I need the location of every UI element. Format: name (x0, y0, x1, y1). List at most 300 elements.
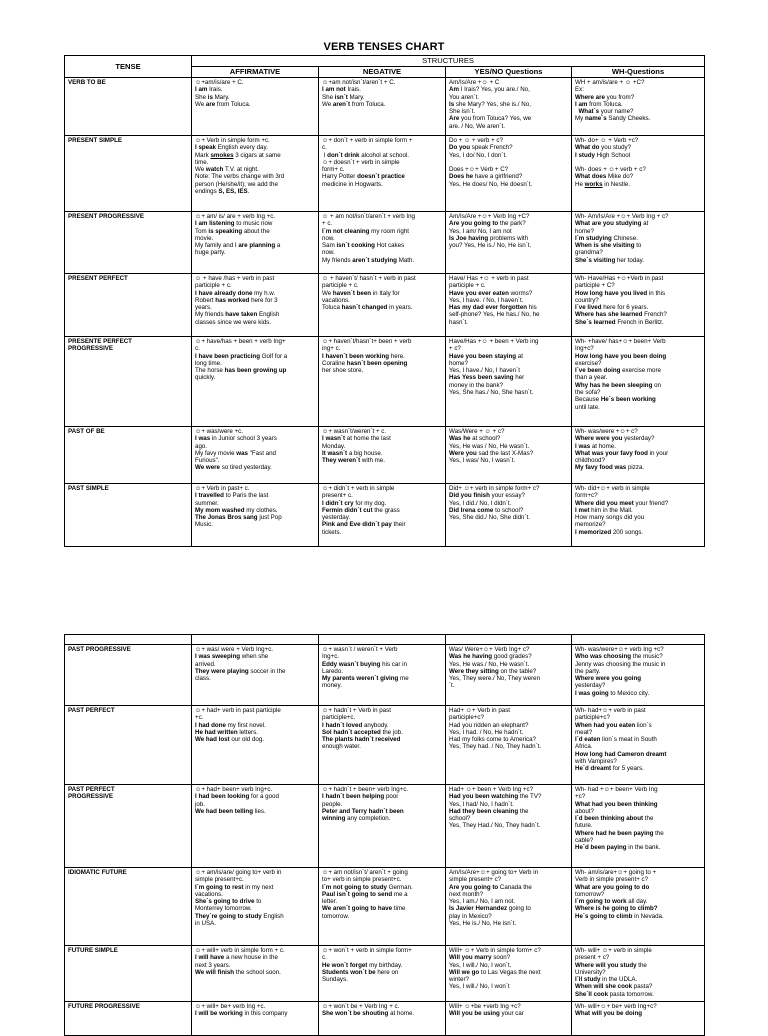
example-line: Where were you yesterday? (575, 435, 655, 443)
example-line: Ing+c. (322, 653, 340, 661)
example-line: letter. (322, 898, 338, 906)
example-line: I am Irais. (195, 86, 223, 94)
example-line: arrived. (195, 660, 216, 668)
tense-row-idiomatic-future (65, 868, 705, 946)
example-line: She isn´t. (449, 108, 476, 116)
example-line: ☺+ Verb in past+ c. (195, 485, 250, 492)
example-line: ☺+ am not/isn´t/ aren´t + going (322, 869, 408, 876)
example-line: Yes, He was./ No, He wasn´t. (449, 660, 530, 668)
example-line: When had you eaten lion´s (575, 721, 652, 729)
yes-no-cell (446, 1002, 572, 1036)
example-line: We had lost our old dog. (195, 736, 265, 744)
example-line: medicine in Hogwarts. (322, 180, 383, 188)
example-line: I´d been thinking about the (575, 815, 654, 823)
example-line: Yes, She has./ No, She hasn´t. (449, 389, 534, 397)
affirmative-cell (192, 785, 319, 868)
example-line: Monterrey tomorrow. (195, 905, 252, 913)
example-line: What´s your name? (578, 108, 634, 116)
affirmative-header: AFFIRMATIVE (192, 67, 319, 78)
example-line: Wh- did+☺+ verb in simple (575, 485, 650, 492)
example-line: Was he having good grades? (449, 653, 532, 661)
example-line: now. (322, 234, 335, 242)
example-line: winning any completion. (322, 815, 391, 823)
example-line: She´s going to drive to (195, 898, 262, 906)
example-line: I hadn´t been helping poor (322, 793, 399, 801)
example-line: When will she cook pasta? (575, 983, 653, 991)
example-line: Have you been staying at (449, 352, 523, 360)
example-line: now. (322, 249, 335, 257)
yes-no-cell (446, 946, 572, 1002)
example-line: Mark smokes 3 cigars at same (195, 151, 281, 159)
tense-name: PAST PERFECT PROGRESSIVE (65, 785, 192, 868)
example-line: class. (195, 675, 211, 683)
yes-no-cell (446, 785, 572, 868)
example-line: years. (195, 304, 212, 312)
example-line: childhood? (575, 457, 605, 465)
example-line: participle + c. (322, 282, 359, 290)
example-line: classes since we were kids. (195, 318, 271, 326)
wh-cell (572, 274, 705, 337)
affirmative-cell (192, 645, 319, 706)
example-line: money in the bank? (449, 381, 504, 389)
example-line: The horse has been growing up (195, 367, 287, 375)
example-line: Am/Is/Are +☺+ Verb Ing +C? (449, 213, 530, 220)
example-line: I am not Irais. (322, 86, 361, 94)
example-line: ☺+ doesn´t + verb in simple (322, 158, 400, 166)
example-line: I am from Toluca. (575, 100, 623, 108)
negative-cell (319, 78, 446, 136)
example-line: participle + c. (195, 282, 232, 290)
example-line: Fermin didn´t cut the grass (322, 506, 400, 514)
example-line: I memorized 200 songs. (575, 528, 644, 536)
example-line: I don´t drink alcohol at school. (322, 151, 410, 159)
example-line: We watch T.V. at night. (195, 166, 259, 174)
negative-cell (319, 785, 446, 868)
example-line: Wh- was/were+☺+ verb Ing +c? (575, 646, 664, 653)
affirmative-cell (192, 78, 319, 136)
example-line: I have already done my h.w. (195, 289, 276, 297)
example-line: Does +☺+ Verb + C? (449, 166, 509, 174)
tense-name: FUTURE SIMPLE (65, 946, 192, 1002)
example-line: I study High School (575, 151, 631, 159)
example-line: meat? (575, 728, 593, 736)
example-line: c. (322, 144, 327, 152)
example-line: Do you speak French? (449, 144, 513, 152)
example-line: The Jonas Bros sang just Pop (195, 514, 282, 522)
example-line: Am I Irais? Yes, you are./ No, (449, 86, 530, 94)
example-line: She won´t be shouting at home. (322, 1010, 415, 1018)
example-line: I´ve lived here for 6 years. (575, 304, 649, 312)
tense-row-future-progressive (65, 1002, 705, 1036)
example-line: Had you been watching the TV? (449, 793, 542, 801)
tense-row-presente-perfect-progressive (65, 337, 705, 427)
affirmative-cell (192, 274, 319, 337)
yes-no-cell (446, 427, 572, 484)
yes-no-cell (446, 645, 572, 706)
example-line: Was/ Were+☺+ Verb Ing+ c? (449, 646, 530, 653)
tense-row-present-simple (65, 136, 705, 212)
example-line: I will be working in this company (195, 1010, 288, 1018)
example-line: Has my dad ever forgotten his (449, 304, 537, 312)
wh-cell (572, 337, 705, 427)
example-line: They were playing soccer in the (195, 667, 286, 675)
example-line: Have you ever eaten worms? (449, 289, 533, 297)
example-line: Tom is speaking about the (195, 227, 270, 235)
example-line: ☺+ had+ verb in past participle (195, 707, 281, 714)
example-line: I´d eaten lion´s meat in South (575, 736, 657, 744)
example-line: You aren´t. (449, 93, 480, 101)
example-line: Wh- Am/Is/Are +☺+ Verb Ing + c? (575, 213, 669, 220)
example-line: I am listening to music now (195, 220, 273, 228)
negative-header: NEGATIVE (319, 67, 446, 78)
example-line: I was in Junior school 3 years (195, 435, 277, 443)
example-line: self-phone? Yes, He has./ No, he (449, 311, 540, 319)
yes-no-cell (446, 212, 572, 274)
wh-cell (572, 706, 705, 785)
wh-cell (572, 78, 705, 136)
tense-name: PRESENTE PERFECT PROGRESSIVE (65, 337, 192, 427)
negative-cell (319, 645, 446, 706)
tense-name: PRESENT PERFECT (65, 274, 192, 337)
example-line: Monday. (322, 442, 346, 450)
example-line: country? (575, 296, 599, 304)
example-line: I had done my first novel. (195, 721, 266, 729)
example-line: Where is he going to climb? (575, 905, 658, 913)
negative-cell (319, 946, 446, 1002)
example-line: How long have you been doing (575, 352, 667, 360)
example-line: Yes, I am/ No, I am not (449, 227, 512, 235)
example-line: about? (575, 807, 594, 815)
affirmative-cell (192, 427, 319, 484)
example-line: Ex: (575, 86, 584, 94)
example-line: ☺+ wasn´t / weren´t + Verb (322, 646, 398, 653)
yes-no-cell (446, 78, 572, 136)
example-line: Will you be using your car (449, 1010, 524, 1018)
example-line: Paul isn´t going to send me a (322, 890, 408, 898)
example-line: participle + c. (449, 282, 486, 290)
example-line: What had you been thinking (575, 800, 658, 808)
negative-cell (319, 1002, 446, 1036)
example-line: University? (575, 968, 606, 976)
example-line: ☺+ wasn´t/weren´t + c. (322, 428, 387, 435)
example-line: Yes, He is./ No, He isn´t. (449, 920, 517, 928)
example-line (449, 159, 568, 166)
example-line: Will+ ☺+be +verb Ing +c? (449, 1003, 521, 1010)
example-line: Wh- had +☺+ been+ Verb Ing (575, 786, 658, 793)
example-line: winter? (449, 976, 469, 984)
example-line: enough water. (322, 743, 361, 751)
yes-no-cell (446, 868, 572, 946)
example-line: Have/ Has +☺ + verb in past (449, 275, 529, 282)
wh-cell (572, 1002, 705, 1036)
table-top-spacer-row (65, 635, 705, 645)
example-line: in USA. (195, 920, 216, 928)
affirmative-cell (192, 136, 319, 212)
example-line: Yes, He does/ No, He doesn´t. (449, 180, 533, 188)
affirmative-cell (192, 868, 319, 946)
negative-cell (319, 868, 446, 946)
example-line: Sol hadn´t accepted the job. (322, 728, 403, 736)
wh-cell (572, 645, 705, 706)
example-line: with Vampires? (575, 758, 617, 766)
example-line: I had been looking for a good (195, 793, 279, 801)
example-line: Sam isn´t cooking Hot cakes (322, 242, 405, 250)
example-line: I will have a new house in the (195, 954, 278, 962)
example-line: We aren´t going to have time (322, 905, 406, 913)
example-line: ☺+ won´t + verb in simple form+ (322, 947, 412, 954)
example-line: tomorrow? (575, 890, 605, 898)
example-line: Peter and Terry hadn´t been (322, 807, 404, 815)
example-line: They weren´t with me. (322, 457, 385, 465)
example-line: We are from Toluca. (195, 100, 251, 108)
example-line: Eddy wasn´t buying his car in (322, 660, 407, 668)
example-line: Yes, I had. / No, He hadn´t. (449, 728, 524, 736)
example-line: Toluca hasn´t changed in years. (322, 304, 413, 312)
example-line: Wh- +have/ has+☺+ been+ Verb (575, 338, 666, 345)
example-line: time. (195, 158, 209, 166)
example-line: Wh- am/is/are+☺+ going to + (575, 869, 657, 876)
example-line: I speak English every day. (195, 144, 268, 152)
example-line: Where did you meet your friend? (575, 499, 669, 507)
example-line: job. (195, 800, 205, 808)
example-line: I´m going to work all day. (575, 898, 648, 906)
example-line: Because He´s been working (575, 396, 656, 404)
example-line: next month? (449, 890, 484, 898)
example-line: ☺ + haven´t/ hasn´t + verb in past (322, 275, 416, 282)
example-line: Where had he been paying the (575, 829, 664, 837)
example-line: form+c? (575, 492, 598, 500)
example-line: ☺+ will+ be+ verb Ing +c. (195, 1003, 266, 1010)
tense-row-past-perfect-progressive (65, 785, 705, 868)
example-line: person (He/she/it); we add the (195, 180, 278, 188)
example-line: ☺+ haven´t/hasn´t+ been + verb (322, 338, 412, 345)
wh-cell (572, 946, 705, 1002)
example-line: Will+ ☺+ Verb in simple form+ c? (449, 947, 541, 954)
example-line: Have/Has +☺ + been + Verb ing (449, 338, 539, 345)
example-line: memorize? (575, 521, 606, 529)
page-title: VERB TENSES CHART (323, 41, 445, 53)
example-line: c. (322, 954, 327, 962)
negative-cell (319, 136, 446, 212)
tense-row-future-simple (65, 946, 705, 1002)
example-line: Wh- will+ ☺+ verb in simple (575, 947, 652, 954)
example-line: Wh- do+ ☺ + Verb +c? (575, 137, 639, 144)
example-line: money. (322, 682, 342, 690)
example-line: I´m not going to study German. (322, 883, 413, 891)
example-line: simple present+ c? (449, 876, 502, 884)
example-line: Am/Is/Are+☺+ going to+ Verb in (449, 869, 539, 876)
structures-header: STRUCTURES (192, 56, 705, 67)
example-line: participle+c? (449, 714, 484, 722)
example-line: Yes, They were./ No, They weren (449, 675, 541, 683)
tense-name: PAST OF BE (65, 427, 192, 484)
tense-name: FUTURE PROGRESSIVE (65, 1002, 192, 1036)
example-line: I haven´t been working here. (322, 352, 405, 360)
example-line: + c? (449, 345, 461, 353)
tense-name: PRESENT PROGRESSIVE (65, 212, 192, 274)
example-line: Does he have a girlfriend? (449, 173, 523, 181)
example-line: I wasn´t at home the last (322, 435, 391, 443)
example-line: Coraline hasn´t been opening (322, 359, 408, 367)
example-line: than a year. (575, 374, 608, 382)
example-line: Were you sad the last X-Mas? (449, 449, 534, 457)
example-line: Africa. (575, 743, 593, 751)
example-line: Was he at school? (449, 435, 501, 443)
example-line: Yes, He was / No, He wasn´t. (449, 442, 530, 450)
example-line: Is Javier Hernandez going to (449, 905, 531, 913)
example-line: movie. (195, 234, 214, 242)
example-line: Where were you going (575, 675, 642, 683)
example-line: endings S, ES, IES. (195, 188, 250, 196)
example-line: We were so tired yesterday. (195, 464, 272, 472)
example-line: the party. (575, 667, 601, 675)
example-line: Is Joe having problems with (449, 234, 529, 242)
negative-cell (319, 212, 446, 274)
example-line: Are you from Toluca? Yes, we (449, 115, 532, 123)
example-line: Yes, I will./ No, I won´t (449, 983, 510, 991)
example-line: Why has he been sleeping on (575, 381, 661, 389)
example-line: When is she visiting to (575, 242, 642, 250)
example-line: exercise? (575, 359, 602, 367)
wh-cell (572, 484, 705, 547)
example-line: Jenny was choosing the music in (575, 660, 666, 668)
tense-row-past-perfect (65, 706, 705, 785)
example-line: ☺+ will+ verb in simple form + c. (195, 947, 285, 954)
example-line: We will finish the school soon. (195, 968, 281, 976)
example-line: ☺ + am not/isn´t/aren´t + verb Ing (322, 213, 415, 220)
example-line: Yes, They had. / No, They hadn´t. (449, 743, 542, 751)
example-line: She isn´t Mary. (322, 93, 365, 101)
example-line: home? (449, 359, 468, 367)
example-line: Yes, She did./ No, She didn´t. (449, 514, 530, 522)
tense-row-verb-to-be (65, 78, 705, 136)
tense-row-past-progressive (65, 645, 705, 706)
example-line: Will we go to Las Vegas the next (449, 968, 541, 976)
tense-name: VERB TO BE (65, 78, 192, 136)
yes-no-cell (446, 484, 572, 547)
example-line: ☺ + have /has + verb in past (195, 275, 275, 282)
wh-cell (572, 427, 705, 484)
negative-cell (319, 337, 446, 427)
example-line: It wasn´t a big house. (322, 449, 383, 457)
example-line: participle+c? (575, 714, 610, 722)
example-line: He´s going to climb in Nevada. (575, 912, 664, 920)
yes-no-cell (446, 706, 572, 785)
example-line: She´ll cook pasta tomorrow. (575, 990, 654, 998)
example-line: They´re going to study English (195, 912, 284, 920)
example-line: Has Yess been saving her (449, 374, 525, 382)
example-line: quickly. (195, 374, 216, 382)
tense-row-past-of-be (65, 427, 705, 484)
example-line: Had+ ☺+ Verb in past (449, 707, 511, 714)
example-line: He won´t forget my birthday. (322, 961, 403, 969)
example-line: I´m not cleaning my room right (322, 227, 409, 235)
example-line: Is she Mary? Yes, she is./ No, (449, 100, 531, 108)
example-line: cable? (575, 837, 594, 845)
example-line: future. (575, 822, 593, 830)
yes-no-cell (446, 274, 572, 337)
yes-no-questions-header: YES/NO Questions (446, 67, 572, 78)
example-line: Did Irena come to school? (449, 506, 524, 514)
affirmative-cell (192, 1002, 319, 1036)
negative-cell (319, 274, 446, 337)
example-line: form+ c. (322, 166, 345, 174)
example-line: I was going to Mexico city. (575, 689, 650, 697)
affirmative-cell (192, 212, 319, 274)
wh-cell (572, 136, 705, 212)
example-line: Did+ ☺+ verb in simple form+ c? (449, 485, 540, 492)
example-line: Was/Were + ☺ + c? (449, 428, 505, 435)
example-line: ☺+ was/were +c. (195, 428, 243, 435)
example-line: Had you ridden an elephant? (449, 721, 529, 729)
example-line: +c? (575, 793, 586, 801)
example-line: Students won´t be here on (322, 968, 399, 976)
example-line: huge party. (195, 249, 226, 257)
example-line: I didn´t cry for my dog. (322, 499, 387, 507)
example-line: Music. (195, 521, 213, 529)
example-line: She´s learned French in Berlitz. (575, 318, 664, 326)
example-line: My favy movie was "Fast and (195, 449, 276, 457)
example-line: ☺+am/is/are + C. (195, 79, 244, 86)
example-line: Furious". (195, 457, 220, 465)
tense-row-past-simple (65, 484, 705, 547)
example-line: Who was choosing the music? (575, 653, 663, 661)
example-line: vacations. (195, 890, 223, 898)
example-line: until late. (575, 403, 600, 411)
example-line: We aren´t from Toluca. (322, 100, 386, 108)
example-line: long time. (195, 359, 222, 367)
example-line: Verb in simple present+ c? (575, 876, 649, 884)
example-line: What are you going to do (575, 883, 650, 891)
example-line: school? (449, 815, 471, 823)
example-line: My favy food was pizza. (575, 464, 645, 472)
example-line: ☺+ am/ is/ are + verb Ing +c. (195, 213, 276, 220)
example-line: ago. (195, 442, 208, 450)
example-line: Wh- Have/Has +☺+Verb in past (575, 275, 664, 282)
example-line: The plants hadn´t received (322, 736, 401, 744)
example-line: home? (575, 227, 594, 235)
example-line: Yes, I was/ No, I wasn´t. (449, 457, 516, 465)
example-line: ´t. (449, 682, 455, 690)
example-line: Where has she learned French? (575, 311, 667, 319)
example-line: c. (195, 345, 200, 353)
example-line: She is Mary. (195, 93, 230, 101)
example-line: tickets. (322, 528, 342, 536)
example-line: +c. (195, 714, 204, 722)
example-line: grandma? (575, 249, 603, 257)
example-line: tomorrow. (322, 912, 350, 920)
tense-name: PRESENT SIMPLE (65, 136, 192, 212)
example-line: We haven´t been in Italy for (322, 289, 400, 297)
example-line: ing+ c. (322, 345, 341, 353)
example-line: ☺+ am/is/are/ going to+ verb in (195, 869, 282, 876)
example-line: My name´s Sandy Cheeks. (575, 115, 651, 123)
negative-cell (319, 706, 446, 785)
example-line: What do you study? (575, 144, 632, 152)
example-line: people. (322, 800, 343, 808)
example-line: Yes, I have. / No, I haven´t. (449, 296, 524, 304)
example-line: My friends have taken English (195, 311, 280, 319)
example-line: My family and I are planning a (195, 242, 281, 250)
example-line: Yes, I am./ No, I am not. (449, 898, 516, 906)
example-line: ☺+ Verb in simple form +c. (195, 137, 270, 144)
example-line: ☺+ have/has + been + verb Ing+ (195, 338, 286, 345)
example-line: Had they been cleaning the (449, 807, 529, 815)
example-line: I hadn´t loved anybody. (322, 721, 389, 729)
example-line: + c. (322, 220, 333, 228)
affirmative-cell (192, 946, 319, 1002)
negative-cell (319, 484, 446, 547)
